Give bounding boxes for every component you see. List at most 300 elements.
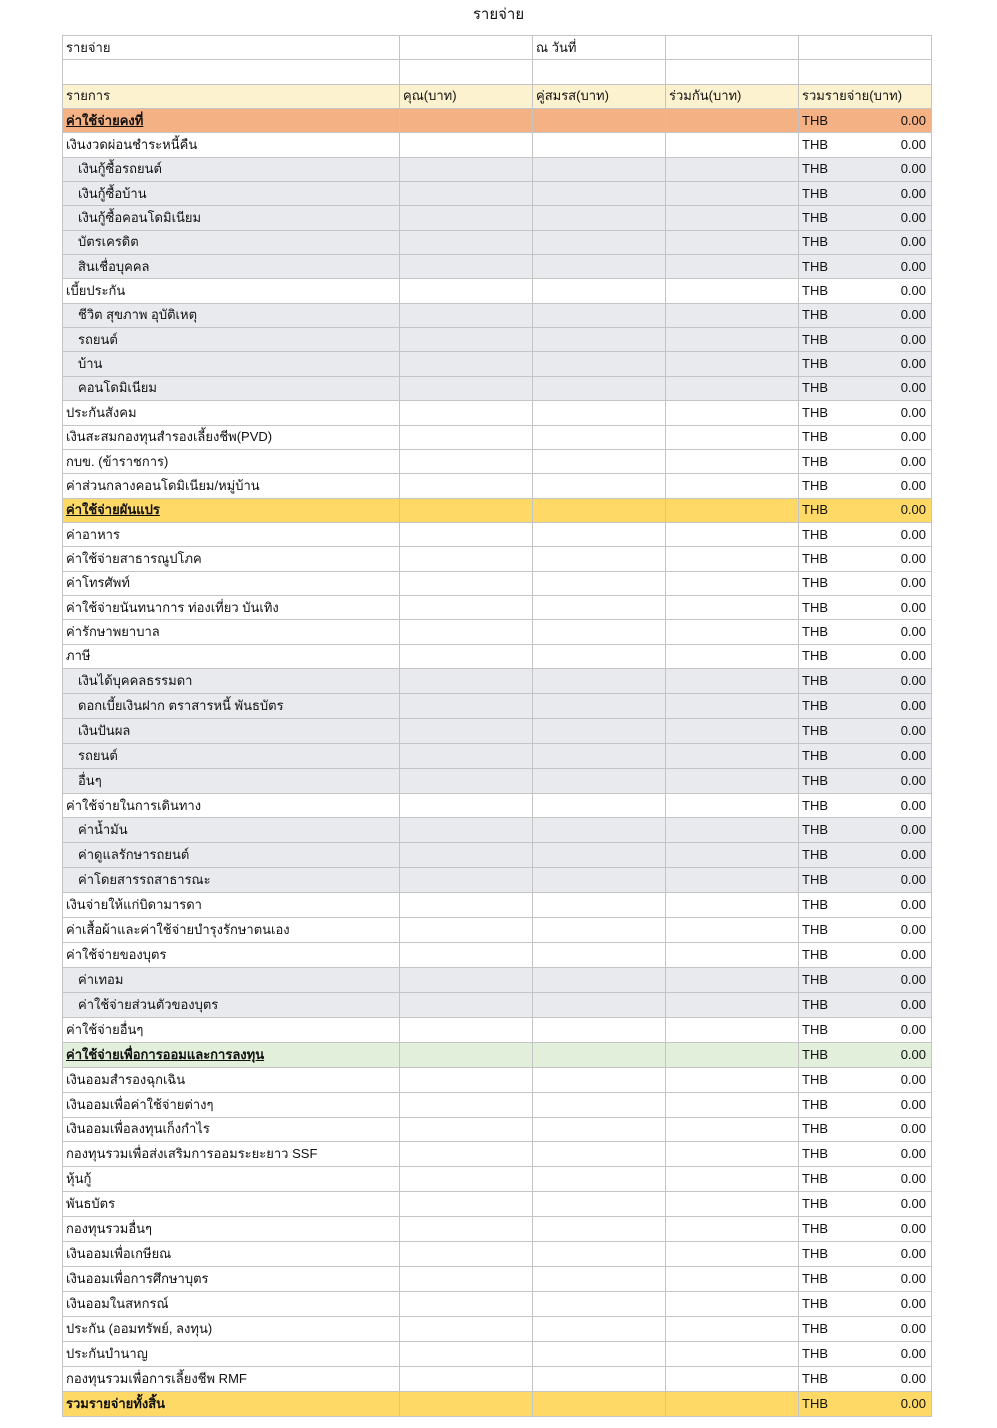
total-cell [799, 620, 932, 644]
total-value: 0.00 [900, 575, 926, 591]
currency-label: THB [802, 922, 828, 938]
total-value: 0.00 [900, 502, 926, 518]
currency-label: THB [802, 550, 828, 566]
currency-label: THB [802, 137, 828, 153]
joint-amount-cell [666, 719, 799, 744]
total-cell [799, 1367, 932, 1392]
joint-amount-cell [666, 1192, 799, 1217]
total-value: 0.00 [900, 429, 926, 445]
total-cell [799, 572, 932, 596]
header-row [63, 85, 932, 109]
joint-amount-cell [666, 794, 799, 819]
total-value: 0.00 [900, 137, 926, 153]
item-label: เงินได้บุคคลธรรมดา [63, 669, 400, 694]
spouse-amount-cell [533, 794, 666, 819]
joint-amount-cell [666, 744, 799, 769]
total-cell [799, 918, 932, 943]
joint-amount-cell [666, 893, 799, 918]
total-cell [799, 133, 932, 157]
currency-label: THB [802, 971, 828, 987]
currency-label: THB [802, 185, 828, 201]
joint-amount-cell [666, 1167, 799, 1192]
currency-label: THB [802, 210, 828, 226]
joint-amount-cell [666, 1267, 799, 1292]
joint-amount-cell [666, 377, 799, 401]
currency-label: THB [802, 1221, 828, 1237]
item-label: เงินออมเพื่อลงทุนเก็งกำไร [63, 1118, 400, 1143]
page-title: รายจ่าย [472, 6, 525, 23]
spouse-amount-cell [533, 401, 666, 425]
joint-amount-cell [666, 694, 799, 719]
you-amount-cell [400, 868, 533, 893]
spouse-amount-cell [533, 304, 666, 328]
total-cell [799, 547, 932, 571]
spouse-amount-cell [533, 1217, 666, 1242]
spouse-amount-cell [533, 1367, 666, 1392]
you-amount-cell [400, 133, 533, 157]
currency-label: THB [802, 747, 828, 763]
item-row [63, 893, 932, 918]
total-cell [799, 794, 932, 819]
total-cell [799, 1118, 932, 1143]
item-row [63, 1167, 932, 1192]
joint-amount-cell [666, 1118, 799, 1143]
item-row [63, 943, 932, 968]
sub-item-row [63, 993, 932, 1018]
you-amount-cell [400, 401, 533, 425]
total-cell [799, 279, 932, 303]
spouse-amount-cell [533, 968, 666, 993]
col-header-you: คุณ(บาท) [400, 85, 533, 109]
date-label: ณ วันที่ [533, 36, 666, 60]
item-row [63, 133, 932, 157]
joint-amount-cell [666, 818, 799, 843]
spouse-amount-cell [533, 1242, 666, 1267]
item-label: เงินออมเพื่อค่าใช้จ่ายต่างๆ [63, 1093, 400, 1118]
item-label: รถยนต์ [63, 744, 400, 769]
spouse-amount-cell [533, 868, 666, 893]
sub-item-row [63, 818, 932, 843]
you-amount-cell [400, 1367, 533, 1392]
total-cell [799, 669, 932, 694]
you-amount-cell [400, 1018, 533, 1043]
joint-amount-cell [666, 499, 799, 523]
grand-total-row [63, 1392, 932, 1417]
currency-label: THB [802, 575, 828, 591]
total-value: 0.00 [900, 283, 926, 299]
you-amount-cell [400, 1317, 533, 1342]
currency-label: THB [802, 502, 828, 518]
item-label: ค่าน้ำมัน [63, 818, 400, 843]
total-cell [799, 694, 932, 719]
you-amount-cell [400, 158, 533, 182]
currency-label: THB [802, 234, 828, 250]
item-label: ค่าเทอม [63, 968, 400, 993]
joint-amount-cell [666, 133, 799, 157]
item-row [63, 1142, 932, 1167]
you-amount-cell [400, 694, 533, 719]
total-cell [799, 206, 932, 230]
item-label: ประกัน (ออมทรัพย์, ลงทุน) [63, 1317, 400, 1342]
you-amount-cell [400, 943, 533, 968]
you-amount-cell [400, 450, 533, 474]
total-cell [799, 401, 932, 425]
you-amount-cell [400, 818, 533, 843]
you-amount-cell [400, 1192, 533, 1217]
you-amount-cell [400, 523, 533, 547]
total-value: 0.00 [900, 210, 926, 226]
joint-amount-cell [666, 109, 799, 133]
section-row [63, 109, 932, 133]
total-value: 0.00 [900, 356, 926, 372]
item-label: เงินออมสำรองฉุกเฉิน [63, 1068, 400, 1093]
you-amount-cell [400, 1267, 533, 1292]
you-amount-cell [400, 1093, 533, 1118]
item-label: เงินออมเพื่อเกษียณ [63, 1242, 400, 1267]
sub-item-row [63, 843, 932, 868]
item-label: ค่ารักษาพยาบาล [63, 620, 400, 644]
total-value: 0.00 [900, 722, 926, 738]
currency-label: THB [802, 331, 828, 347]
empty-cell [63, 60, 400, 84]
spouse-amount-cell [533, 158, 666, 182]
total-value: 0.00 [900, 1295, 926, 1311]
spouse-amount-cell [533, 133, 666, 157]
item-row [63, 918, 932, 943]
total-cell [799, 328, 932, 352]
item-label: เงินสะสมกองทุนสำรองเลี้ยงชีพ(PVD) [63, 426, 400, 450]
currency-label: THB [802, 648, 828, 664]
section-label: ค่าใช้จ่ายเพื่อการออมและการลงทุน [63, 1043, 400, 1068]
total-value: 0.00 [900, 872, 926, 888]
total-value: 0.00 [900, 599, 926, 615]
date-value-cell [666, 36, 799, 60]
total-value: 0.00 [900, 550, 926, 566]
total-cell [799, 1267, 932, 1292]
total-cell [799, 843, 932, 868]
you-amount-cell [400, 206, 533, 230]
item-row [63, 572, 932, 596]
total-value: 0.00 [900, 648, 926, 664]
item-row [63, 794, 932, 819]
total-cell [799, 182, 932, 206]
spouse-amount-cell [533, 206, 666, 230]
item-label: กองทุนรวมอื่นๆ [63, 1217, 400, 1242]
currency-label: THB [802, 996, 828, 1012]
currency-label: THB [802, 672, 828, 688]
total-cell [799, 1093, 932, 1118]
item-label: ค่าเสื้อผ้าและค่าใช้จ่ายบำรุงรักษาตนเอง [63, 918, 400, 943]
joint-amount-cell [666, 352, 799, 376]
item-row [63, 523, 932, 547]
currency-label: THB [802, 697, 828, 713]
total-value: 0.00 [900, 947, 926, 963]
you-amount-cell [400, 993, 533, 1018]
spouse-amount-cell [533, 893, 666, 918]
total-value: 0.00 [900, 1021, 926, 1037]
item-row [63, 1267, 932, 1292]
you-amount-cell [400, 893, 533, 918]
currency-label: THB [802, 404, 828, 420]
spouse-amount-cell [533, 572, 666, 596]
currency-label: THB [802, 1196, 828, 1212]
currency-label: THB [802, 1171, 828, 1187]
total-value: 0.00 [900, 1121, 926, 1137]
spouse-amount-cell [533, 744, 666, 769]
joint-amount-cell [666, 1217, 799, 1242]
currency-label: THB [802, 1246, 828, 1262]
joint-amount-cell [666, 328, 799, 352]
spouse-amount-cell [533, 645, 666, 669]
total-value: 0.00 [900, 1271, 926, 1287]
col-header-spouse: คู่สมรส(บาท) [533, 85, 666, 109]
you-amount-cell [400, 769, 533, 794]
item-row [63, 1242, 932, 1267]
spouse-amount-cell [533, 719, 666, 744]
spouse-amount-cell [533, 1118, 666, 1143]
spouse-amount-cell [533, 474, 666, 498]
total-cell [799, 158, 932, 182]
total-value: 0.00 [900, 897, 926, 913]
total-value: 0.00 [900, 822, 926, 838]
item-label: เงินงวดผ่อนชำระหนี้คืน [63, 133, 400, 157]
joint-amount-cell [666, 547, 799, 571]
item-label: ค่าโทรศัพท์ [63, 572, 400, 596]
item-label: รวมรายจ่ายทั้งสิ้น [63, 1392, 400, 1417]
spouse-amount-cell [533, 1142, 666, 1167]
joint-amount-cell [666, 1392, 799, 1417]
currency-label: THB [802, 847, 828, 863]
spouse-amount-cell [533, 499, 666, 523]
currency-label: THB [802, 1021, 828, 1037]
you-amount-cell [400, 794, 533, 819]
spouse-amount-cell [533, 620, 666, 644]
you-amount-cell [400, 1043, 533, 1068]
section-row [63, 499, 932, 523]
you-amount-cell [400, 499, 533, 523]
total-value: 0.00 [900, 1096, 926, 1112]
currency-label: THB [802, 1370, 828, 1386]
spouse-amount-cell [533, 523, 666, 547]
joint-amount-cell [666, 596, 799, 620]
currency-label: THB [802, 599, 828, 615]
total-cell [799, 1392, 932, 1417]
currency-label: THB [802, 307, 828, 323]
you-amount-cell [400, 744, 533, 769]
item-label: ประกันสังคม [63, 401, 400, 425]
joint-amount-cell [666, 1342, 799, 1367]
item-row [63, 426, 932, 450]
joint-amount-cell [666, 918, 799, 943]
joint-amount-cell [666, 993, 799, 1018]
total-value: 0.00 [900, 1246, 926, 1262]
spouse-amount-cell [533, 1192, 666, 1217]
item-label: ค่าใช้จ่ายอื่นๆ [63, 1018, 400, 1043]
joint-amount-cell [666, 968, 799, 993]
item-label: เบี้ยประกัน [63, 279, 400, 303]
item-label: กองทุนรวมเพื่อส่งเสริมการออมระยะยาว SSF [63, 1142, 400, 1167]
total-cell [799, 993, 932, 1018]
total-value: 0.00 [900, 797, 926, 813]
item-row [63, 401, 932, 425]
currency-label: THB [802, 1271, 828, 1287]
total-cell [799, 719, 932, 744]
total-cell [799, 1068, 932, 1093]
currency-label: THB [802, 1320, 828, 1336]
item-label: ค่าใช้จ่ายนันทนาการ ท่องเที่ยว บันเทิง [63, 596, 400, 620]
currency-label: THB [802, 112, 828, 128]
total-cell [799, 893, 932, 918]
you-amount-cell [400, 182, 533, 206]
sub-item-row [63, 769, 932, 794]
total-cell [799, 499, 932, 523]
total-value: 0.00 [900, 1370, 926, 1386]
total-cell [799, 1142, 932, 1167]
you-amount-cell [400, 1118, 533, 1143]
total-value: 0.00 [900, 112, 926, 128]
item-row [63, 1192, 932, 1217]
spouse-amount-cell [533, 1392, 666, 1417]
total-cell [799, 523, 932, 547]
spouse-amount-cell [533, 1043, 666, 1068]
currency-label: THB [802, 526, 828, 542]
total-cell [799, 1217, 932, 1242]
spouse-amount-cell [533, 1342, 666, 1367]
total-value: 0.00 [900, 1345, 926, 1361]
spouse-amount-cell [533, 1093, 666, 1118]
joint-amount-cell [666, 158, 799, 182]
sub-item-row [63, 158, 932, 182]
spouse-amount-cell [533, 1167, 666, 1192]
total-value: 0.00 [900, 996, 926, 1012]
currency-label: THB [802, 1395, 828, 1411]
total-value: 0.00 [900, 1071, 926, 1087]
total-value: 0.00 [900, 697, 926, 713]
total-value: 0.00 [900, 161, 926, 177]
joint-amount-cell [666, 474, 799, 498]
you-amount-cell [400, 1167, 533, 1192]
you-amount-cell [400, 279, 533, 303]
joint-amount-cell [666, 769, 799, 794]
item-row [63, 1118, 932, 1143]
you-amount-cell [400, 645, 533, 669]
currency-label: THB [802, 947, 828, 963]
spouse-amount-cell [533, 818, 666, 843]
spouse-amount-cell [533, 769, 666, 794]
joint-amount-cell [666, 1317, 799, 1342]
joint-amount-cell [666, 182, 799, 206]
you-amount-cell [400, 328, 533, 352]
spouse-amount-cell [533, 669, 666, 694]
you-amount-cell [400, 1142, 533, 1167]
item-label: หุ้นกู้ [63, 1167, 400, 1192]
total-value: 0.00 [900, 526, 926, 542]
total-cell [799, 596, 932, 620]
currency-label: THB [802, 1071, 828, 1087]
sub-item-row [63, 744, 932, 769]
item-label: ประกันบำนาญ [63, 1342, 400, 1367]
total-value: 0.00 [900, 404, 926, 420]
item-row [63, 596, 932, 620]
total-cell [799, 968, 932, 993]
item-label: ค่าโดยสารรถสาธารณะ [63, 868, 400, 893]
you-amount-cell [400, 352, 533, 376]
you-amount-cell [400, 1068, 533, 1093]
total-cell [799, 255, 932, 279]
spouse-amount-cell [533, 231, 666, 255]
currency-label: THB [802, 477, 828, 493]
currency-label: THB [802, 380, 828, 396]
joint-amount-cell [666, 1043, 799, 1068]
item-label: เงินออมในสหกรณ์ [63, 1292, 400, 1317]
you-amount-cell [400, 596, 533, 620]
item-label: เงินกู้ซื้อบ้าน [63, 182, 400, 206]
spouse-amount-cell [533, 918, 666, 943]
currency-label: THB [802, 1345, 828, 1361]
total-value: 0.00 [900, 380, 926, 396]
you-amount-cell [400, 1392, 533, 1417]
joint-amount-cell [666, 669, 799, 694]
joint-amount-cell [666, 943, 799, 968]
item-label: ค่าส่วนกลางคอนโดมิเนียม/หมู่บ้าน [63, 474, 400, 498]
info-label: รายจ่าย [63, 36, 400, 60]
total-cell [799, 818, 932, 843]
sub-item-row [63, 377, 932, 401]
spouse-amount-cell [533, 1267, 666, 1292]
joint-amount-cell [666, 523, 799, 547]
joint-amount-cell [666, 279, 799, 303]
currency-label: THB [802, 161, 828, 177]
total-value: 0.00 [900, 1221, 926, 1237]
sub-item-row [63, 669, 932, 694]
joint-amount-cell [666, 1367, 799, 1392]
total-value: 0.00 [900, 1320, 926, 1336]
total-value: 0.00 [900, 185, 926, 201]
currency-label: THB [802, 1146, 828, 1162]
col-header-item: รายการ [63, 85, 400, 109]
total-cell [799, 1292, 932, 1317]
item-row [63, 450, 932, 474]
spouse-amount-cell [533, 1018, 666, 1043]
spouse-amount-cell [533, 109, 666, 133]
item-label: ค่าดูแลรักษารถยนต์ [63, 843, 400, 868]
sub-item-row [63, 352, 932, 376]
you-amount-cell [400, 426, 533, 450]
total-value: 0.00 [900, 258, 926, 274]
total-cell [799, 868, 932, 893]
item-row [63, 1367, 932, 1392]
section-label: ค่าใช้จ่ายผันแปร [63, 499, 400, 523]
joint-amount-cell [666, 1093, 799, 1118]
total-cell [799, 1317, 932, 1342]
item-label: ชีวิต สุขภาพ อุบัติเหตุ [63, 304, 400, 328]
you-amount-cell [400, 109, 533, 133]
joint-amount-cell [666, 231, 799, 255]
spouse-amount-cell [533, 694, 666, 719]
currency-label: THB [802, 1046, 828, 1062]
total-value: 0.00 [900, 1046, 926, 1062]
spouse-amount-cell [533, 1292, 666, 1317]
total-value: 0.00 [900, 772, 926, 788]
total-value: 0.00 [900, 623, 926, 639]
total-cell [799, 769, 932, 794]
total-value: 0.00 [900, 453, 926, 469]
item-label: ดอกเบี้ยเงินฝาก ตราสารหนี้ พันธบัตร [63, 694, 400, 719]
sub-item-row [63, 255, 932, 279]
item-label: สินเชื่อบุคคล [63, 255, 400, 279]
you-amount-cell [400, 918, 533, 943]
total-value: 0.00 [900, 477, 926, 493]
